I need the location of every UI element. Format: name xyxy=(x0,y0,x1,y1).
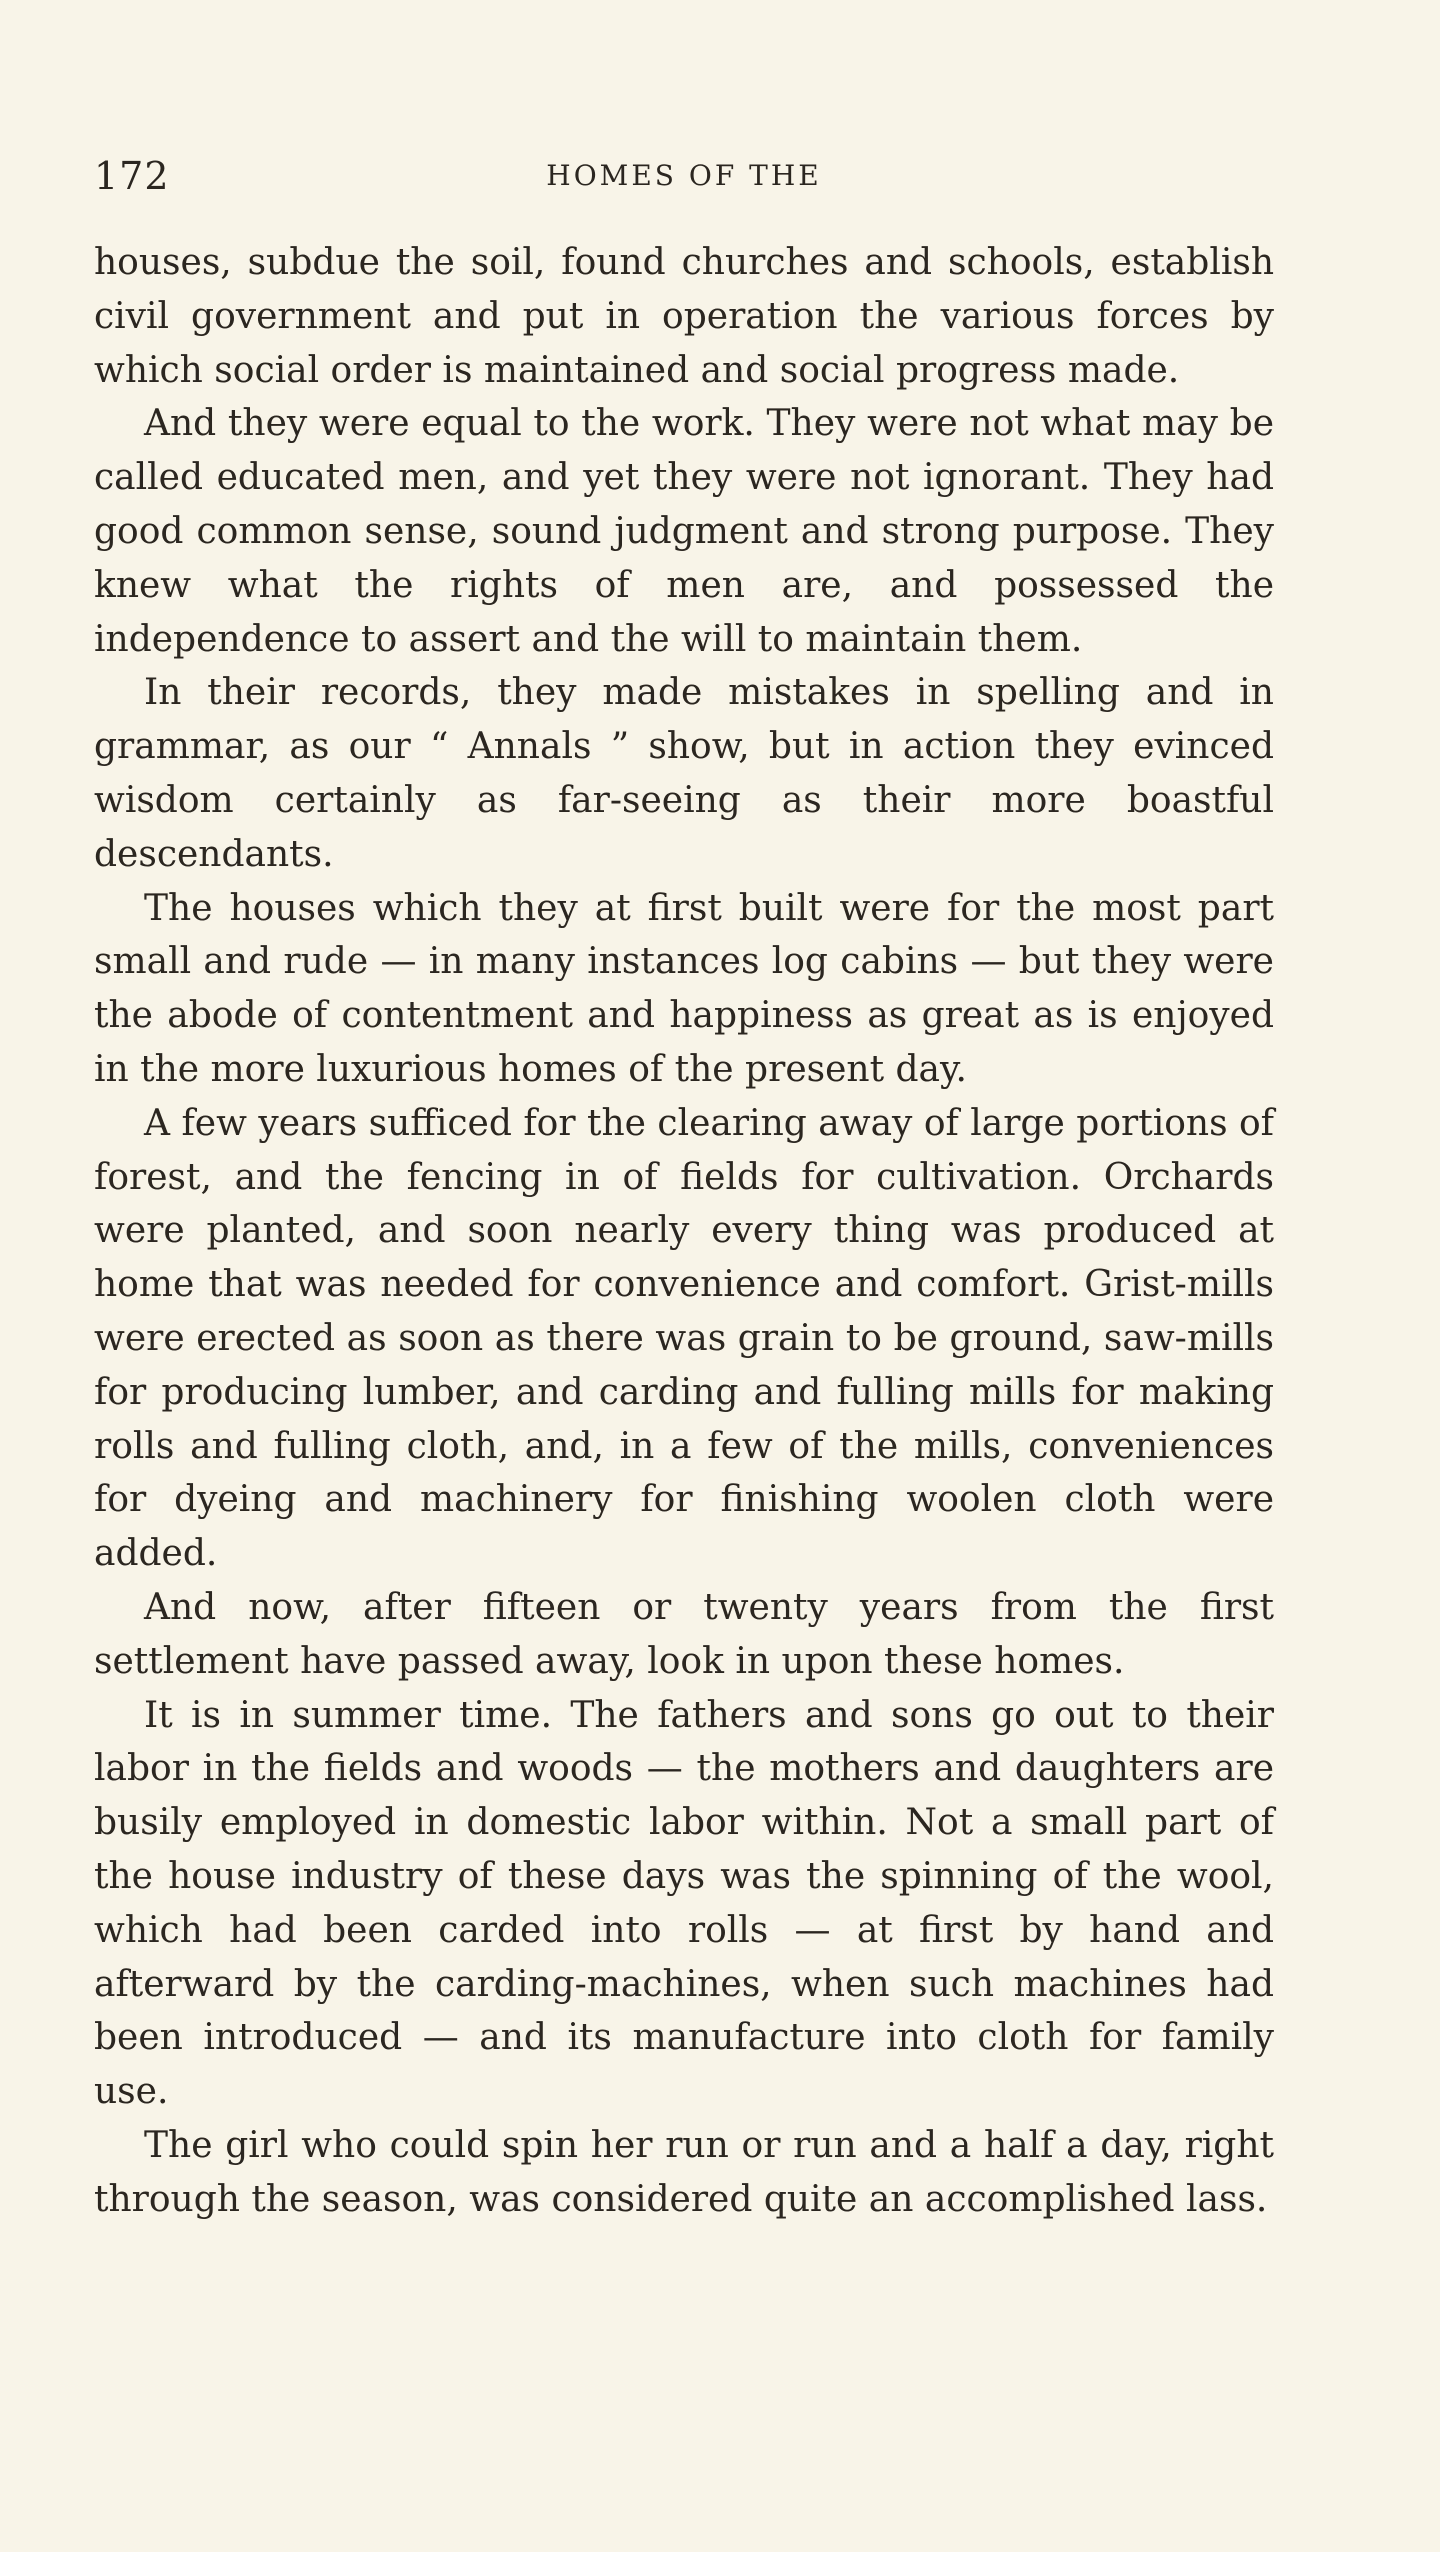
paragraph: The girl who could spin her run or run and a half a day, right through the season, was considered quite an accomplished lass. xyxy=(94,2124,1274,2220)
body-text xyxy=(94,236,1274,2226)
running-head xyxy=(94,156,1274,196)
paragraph: And now, after fifteen or twenty years from the first settlement have passed away, look in upon these homes. xyxy=(94,1586,1274,1682)
paragraph: The houses which they at first built were for the most part small and rude — in many instances log cabins — but they were the abode of contentment and happiness as great as is enjoyed in the more luxurious homes of the present day. xyxy=(94,887,1274,1090)
paragraph: In their records, they made mistakes in spelling and in grammar, as our “ Annals ” show, but in action they evinced wisdom certainly as far-seeing as their more boastful descendants. xyxy=(94,672,1274,875)
running-title: HOMES OF THE xyxy=(546,159,822,192)
paragraph: A few years sufficed for the clearing away of large portions of forest, and the fencing in of fields for cultivation. Orchards were planted, and soon nearly every thing was produced at home that was needed for convenience and comfort. Grist-mills were erected as soon as there was grain to be ground, saw-mills for producing lumber, and carding and fulling mills for making rolls and fulling cloth, and, in a few of the mills, conveniences for dyeing and machinery for finishing woolen cloth were added. xyxy=(94,1102,1274,1575)
paragraph: It is in summer time. The fathers and sons go out to their labor in the fields and woods — the mothers and daughters are busily employed in domestic labor within. Not a small part of the house industry of these days was the spinning of the wool, which had been carded into rolls — at first by hand and afterward by the carding-machines, when such machines had been introduced — and its manufacture into cloth for family use. xyxy=(94,1694,1274,2113)
paragraph: houses, subdue the soil, found churches and schools, establish civil government and put in operation the various forces by which social order is maintained and social progress made. xyxy=(94,242,1274,391)
page-number: 172 xyxy=(94,154,170,198)
paragraph: And they were equal to the work. They were not what may be called educated men, and yet they were not ignorant. They had good common sense, sound judgment and strong purpose. They knew what the rights of men are, and possessed the independence to assert and the will to maintain them. xyxy=(94,403,1274,660)
